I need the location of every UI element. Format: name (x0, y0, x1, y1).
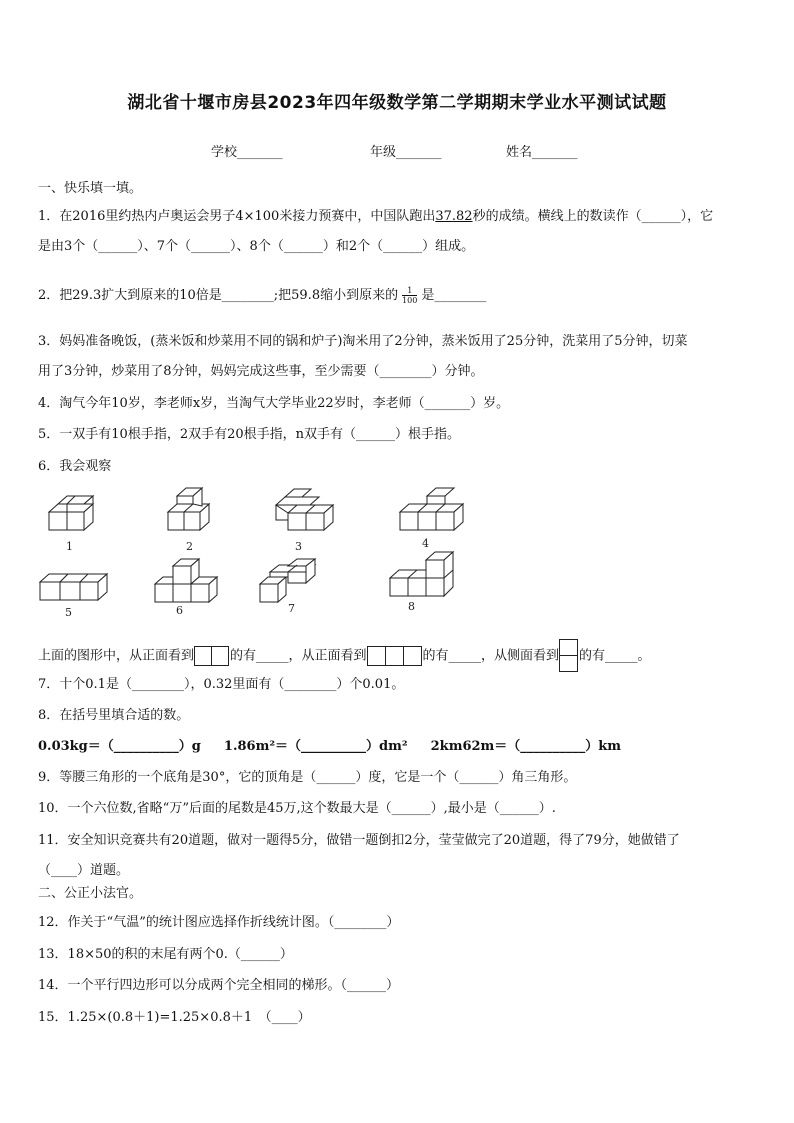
question-8-item-3: 2km62m＝（__________）km (430, 739, 622, 754)
question-3-line-1: 3．妈妈准备晚饭，(蒸米饭和炒菜用不同的锅和炉子)淘米用了2分钟，蒸米饭用了25分钟，洗菜用了5分钟，切菜 (38, 334, 688, 349)
question-6-text-b: 的有_____，从正面看到 (230, 648, 367, 664)
question-1-line-2: 是由3个（______）、7个（______）、8个（______）和2个（______）组成。 (38, 239, 475, 254)
question-5: 5．一双手有10根手指，2双手有20根手指，n双手有（______）根手指。 (38, 427, 460, 442)
question-8-item-1: 0.03kg＝（__________）g (38, 739, 201, 754)
question-6-text-c: 的有_____，从侧面看到 (422, 648, 560, 664)
question-8-items (38, 738, 756, 756)
question-13: 13．18×50的积的末尾有两个0.（______） (38, 947, 293, 962)
question-11-line-1: 11．安全知识竞赛共有20道题，做对一题得5分，做错一题倒扣2分，莹莹做完了20道题，得了79分，她做错了 (38, 833, 680, 848)
name-field: 姓名_______ (506, 145, 578, 160)
question-10: 10．一个六位数,省略“万”后面的尾数是45万,这个数最大是（______）,最小是（______）. (38, 801, 556, 816)
cube-label-2: 2 (186, 540, 193, 553)
section-1-heading: 一、快乐填一填。 (38, 181, 143, 196)
cube-label-4: 4 (422, 537, 429, 550)
cube-figure-5 (40, 574, 107, 600)
cube-figure-7 (260, 559, 315, 602)
question-6-text-a: 上面的图形中，从正面看到 (38, 648, 195, 664)
question-8-item-2: 1.86m²＝（__________）dm² (223, 739, 408, 754)
cube-figure-8 (390, 552, 453, 596)
question-1-text-b: 秒的成绩。横线上的数读作（______），它 (472, 209, 714, 224)
question-2-text-a: 2．把29.3扩大到原来的10倍是________;把59.8缩小到原来的 (38, 288, 399, 303)
question-8-title: 8．在括号里填合适的数。 (38, 708, 190, 723)
cube-label-6: 6 (176, 604, 183, 617)
question-4: 4．淘气今年10岁，李老师x岁，当淘气大学毕业22岁时，李老师（_______）岁。 (38, 396, 510, 411)
front-view-three-squares (367, 646, 423, 666)
question-7: 7．十个0.1是（________），0.32里面有（________）个0.01。 (38, 677, 405, 692)
question-6-title: 6．我会观察 (38, 459, 112, 474)
cube-figure-4 (400, 488, 463, 530)
page-title: 湖北省十堰市房县2023年四年级数学第二学期期末学业水平测试试题 (127, 93, 667, 113)
question-3-line-2: 用了3分钟，炒菜用了8分钟，妈妈完成这些事，至少需要（________）分钟。 (38, 364, 484, 379)
question-1-text-a: 1．在2016里约热内卢奥运会男子4×100米接力预赛中，中国队跑出 (38, 209, 436, 224)
fraction-numerator: 1 (402, 286, 417, 296)
fraction-denominator: 100 (402, 296, 418, 305)
cube-label-5: 5 (65, 606, 72, 619)
cube-figure-2 (168, 488, 209, 530)
question-1-number: 37.82 (435, 209, 473, 224)
grade-field: 年级_______ (370, 145, 442, 160)
cube-figure-6 (155, 559, 217, 602)
side-view-stacked-squares (559, 639, 579, 673)
question-14: 14．一个平行四边形可以分成两个完全相同的梯形。（______） (38, 978, 400, 993)
cube-label-8: 8 (408, 600, 415, 613)
question-12: 12．作关于“气温”的统计图应选择作折线统计图。（________） (38, 915, 400, 930)
cube-label-7: 7 (288, 602, 295, 615)
section-2-heading: 二、公正小法官。 (38, 886, 143, 901)
cube-figure-1 (49, 496, 93, 530)
question-11-line-2: （____）道题。 (38, 863, 130, 878)
question-2-text-b: 是________ (421, 288, 487, 303)
cube-label-1: 1 (66, 540, 73, 553)
front-view-two-squares (194, 646, 230, 666)
school-field: 学校_______ (211, 145, 283, 160)
question-15: 15．1.25×(0.8＋1)=1.25×0.8＋1 （____） (38, 1010, 311, 1025)
question-6-prompt (38, 639, 756, 673)
question-6-text-d: 的有_____。 (579, 648, 651, 664)
cube-label-3: 3 (295, 540, 302, 553)
question-9: 9．等腰三角形的一个底角是30°，它的顶角是（______）度，它是一个（______）角三角形。 (38, 770, 577, 785)
cube-figure-3 (276, 489, 333, 530)
